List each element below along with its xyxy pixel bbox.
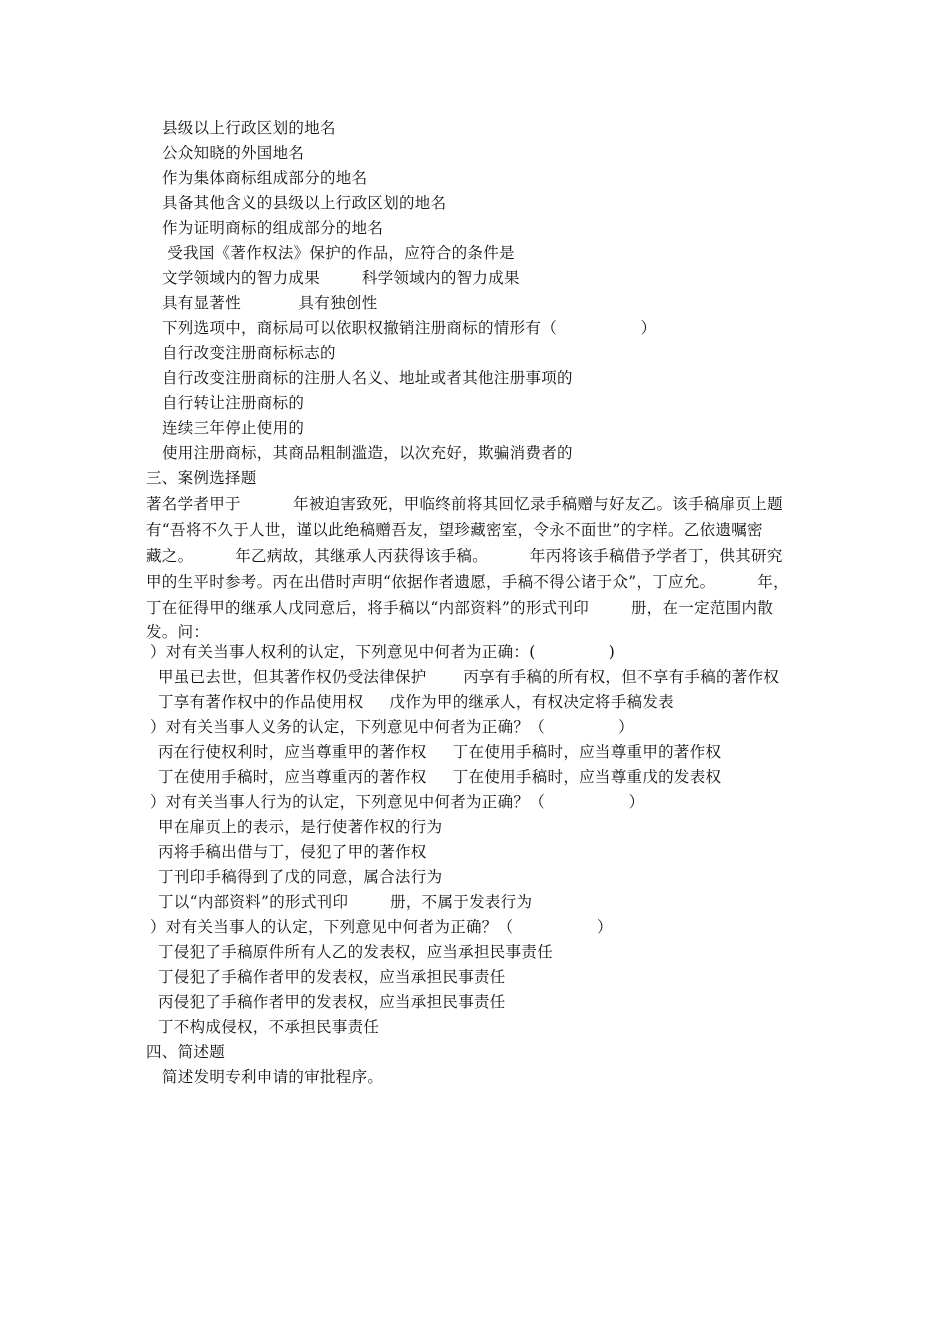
question-line: ）对有关当事人义务的认定，下列意见中何者为正确？（ ） [150,718,634,736]
option-line: 自行改变注册商标标志的 [162,344,336,362]
question-line: ）对有关当事人的认定，下列意见中何者为正确？（ ） [150,918,613,936]
option-line: 具有显著性 具有独创性 [162,294,378,312]
option-line: 丁不构成侵权，不承担民事责任 [158,1018,380,1036]
option-line: 丙侵犯了手稿作者甲的发表权，应当承担民事责任 [158,993,506,1011]
case-paragraph-line: 发。问： [146,623,210,641]
section-heading: 三、案例选择题 [146,469,257,487]
case-paragraph-line: 藏之。 年乙病故，其继承人丙获得该手稿。 年丙将该手稿借予学者丁，供其研究 [146,547,783,565]
section-heading: 四、简述题 [146,1043,226,1061]
option-line: 作为集体商标组成部分的地名 [162,169,368,187]
option-line: 丁刊印手稿得到了戊的同意，属合法行为 [158,868,443,886]
option-line: 丁在使用手稿时，应当尊重丙的著作权 丁在使用手稿时，应当尊重戊的发表权 [158,768,722,786]
option-line: 丙将手稿出借与丁，侵犯了甲的著作权 [158,843,427,861]
option-line: 丁享有著作权中的作品使用权 戊作为甲的继承人，有权决定将手稿发表 [158,693,674,711]
option-line: 自行转让注册商标的 [162,394,305,412]
option-line: 文学领域内的智力成果 科学领域内的智力成果 [162,269,520,287]
option-line: 公众知晓的外国地名 [162,144,305,162]
case-paragraph-line: 有“吾将不久于人世，谨以此绝稿赠吾友，望珍藏密室，令永不面世”的字样。乙依遗嘱密 [146,521,763,539]
case-paragraph-line: 丁在征得甲的继承人戊同意后，将手稿以“内部资料”的形式刊印 册，在一定范围内散 [146,599,774,617]
option-line: 丙在行使权利时，应当尊重甲的著作权 丁在使用手稿时，应当尊重甲的著作权 [158,743,722,761]
option-line: 自行改变注册商标的注册人名义、地址或者其他注册事项的 [162,369,573,387]
option-line: 县级以上行政区划的地名 [162,119,336,137]
case-paragraph-line: 甲的生平时参考。丙在出借时声明“依据作者遗愿，手稿不得公诸于众”，丁应允。 年， [146,573,789,591]
option-line: 具备其他含义的县级以上行政区划的地名 [162,194,447,212]
option-line: 使用注册商标，其商品粗制滥造，以次充好，欺骗消费者的 [162,444,573,462]
question-line: ）对有关当事人权利的认定，下列意见中何者为正确：( ) [150,643,616,661]
option-line: 甲在扉页上的表示，是行使著作权的行为 [158,818,443,836]
option-line: 丁以“内部资料”的形式刊印 册，不属于发表行为 [158,893,533,911]
question-line: 受我国《著作权法》保护的作品，应符合的条件是 [162,244,515,262]
option-line: 作为证明商标的组成部分的地名 [162,219,384,237]
question-line: 下列选项中，商标局可以依职权撤销注册商标的情形有（ ） [162,319,657,337]
option-line: 甲虽已去世，但其著作权仍受法律保护 丙享有手稿的所有权，但不享有手稿的著作权 [158,668,780,686]
question-line: 简述发明专利申请的审批程序。 [162,1068,384,1086]
option-line: 丁侵犯了手稿原件所有人乙的发表权，应当承担民事责任 [158,943,554,961]
option-line: 连续三年停止使用的 [162,419,305,437]
option-line: 丁侵犯了手稿作者甲的发表权，应当承担民事责任 [158,968,506,986]
case-paragraph-line: 著名学者甲于 年被迫害致死，甲临终前将其回忆录手稿赠与好友乙。该手稿扉页上题 [146,495,783,513]
question-line: ）对有关当事人行为的认定，下列意见中何者为正确？（ ） [150,793,645,811]
